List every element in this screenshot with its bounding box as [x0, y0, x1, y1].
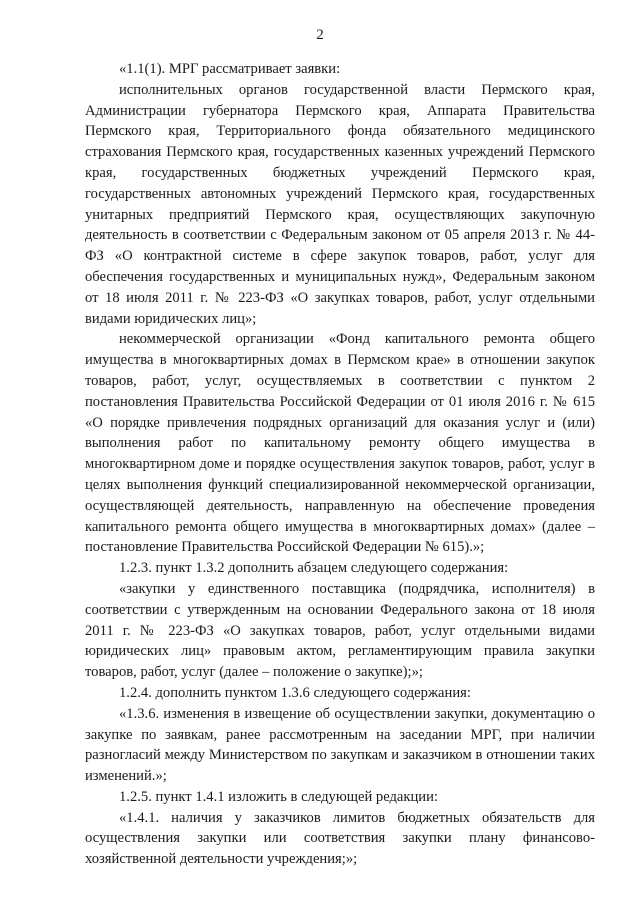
paragraph-1-1-1-heading: «1.1(1). МРГ рассматривает заявки: — [119, 61, 341, 77]
paragraph-executive-bodies: исполнительных органов государственной власти Пермского края, Администрации губернатора Пермского края, Аппарата Правительства Пермского края, Территориального фонда обязательного медицинского страхования Пермского края, государственных казенных учреждений Пермского края, государственных бюджетных учреждений Пермского края, государственных автономных учреждений Пермского края, государственных унитарных предприятий Пермского края, осуществляющих закупочную деятельность в соответствии с Федеральным законом от 05 апреля 2013 г. № 44-ФЗ «О контрактной системе в сфере закупок товаров, работ, услуг для обеспечения государственных и муниципальных нужд», Федеральным законом от 18 июля 2011 г. № 223-ФЗ «О закупках товаров, работ, услуг отдельными видами юридических лиц»; — [85, 81, 595, 327]
document-body — [85, 59, 595, 870]
paragraph-1-4-1: «1.4.1. наличия у заказчиков лимитов бюджетных обязательств для осуществления закупки или соответствия закупки плану финансово-хозяйственной деятельности учреждения;»; — [85, 809, 595, 868]
paragraph-1-2-5: 1.2.5. пункт 1.4.1 изложить в следующей редакции: — [119, 788, 438, 805]
page-number: 2 — [316, 27, 324, 43]
paragraph-1-2-4: 1.2.4. дополнить пунктом 1.3.6 следующего содержания: — [119, 684, 471, 701]
paragraph-capital-repair-fund: некоммерческой организации «Фонд капитального ремонта общего имущества в многоквартирных домах в Пермском крае» в отношении закупок товаров, работ, услуг, осуществляемых в соответствии с пунктом 2 постановления Правительства Российской Федерации от 01 июля 2016 г. № 615 «О порядке привлечения подрядных организаций для оказания услуг и (или) выполнения работ по капитальному ремонту общего имущества в многоквартирном доме и порядке осуществления закупок товаров, работ, услуг в целях выполнения функций специализированной некоммерческой организации, осуществляющей деятельность, направленную на обеспечение проведения капитального ремонта общего имущества в многоквартирных домах» (далее – постановление Правительства Российской Федерации № 615).»; — [85, 331, 595, 556]
paragraph-single-supplier: «закупки у единственного поставщика (подрядчика, исполнителя) в соответствии с утвержденным на основании Федерального закона от 18 июля 2011 г. № 223-ФЗ «О закупках товаров, работ, услуг отдельными видами юридических лиц» правовым актом, регламентирующим правила закупки товаров, работ, услуг (далее – положение о закупке);»; — [85, 580, 595, 681]
paragraph-1-2-3: 1.2.3. пункт 1.3.2 дополнить абзацем следующего содержания: — [119, 560, 509, 577]
paragraph-1-3-6: «1.3.6. изменения в извещение об осуществлении закупки, документацию о закупке по заявкам, ранее рассмотренным на заседании МРГ, при наличии разногласий между Министерством по закупкам и заказчиком в отношении таких изменений.»; — [85, 705, 595, 785]
